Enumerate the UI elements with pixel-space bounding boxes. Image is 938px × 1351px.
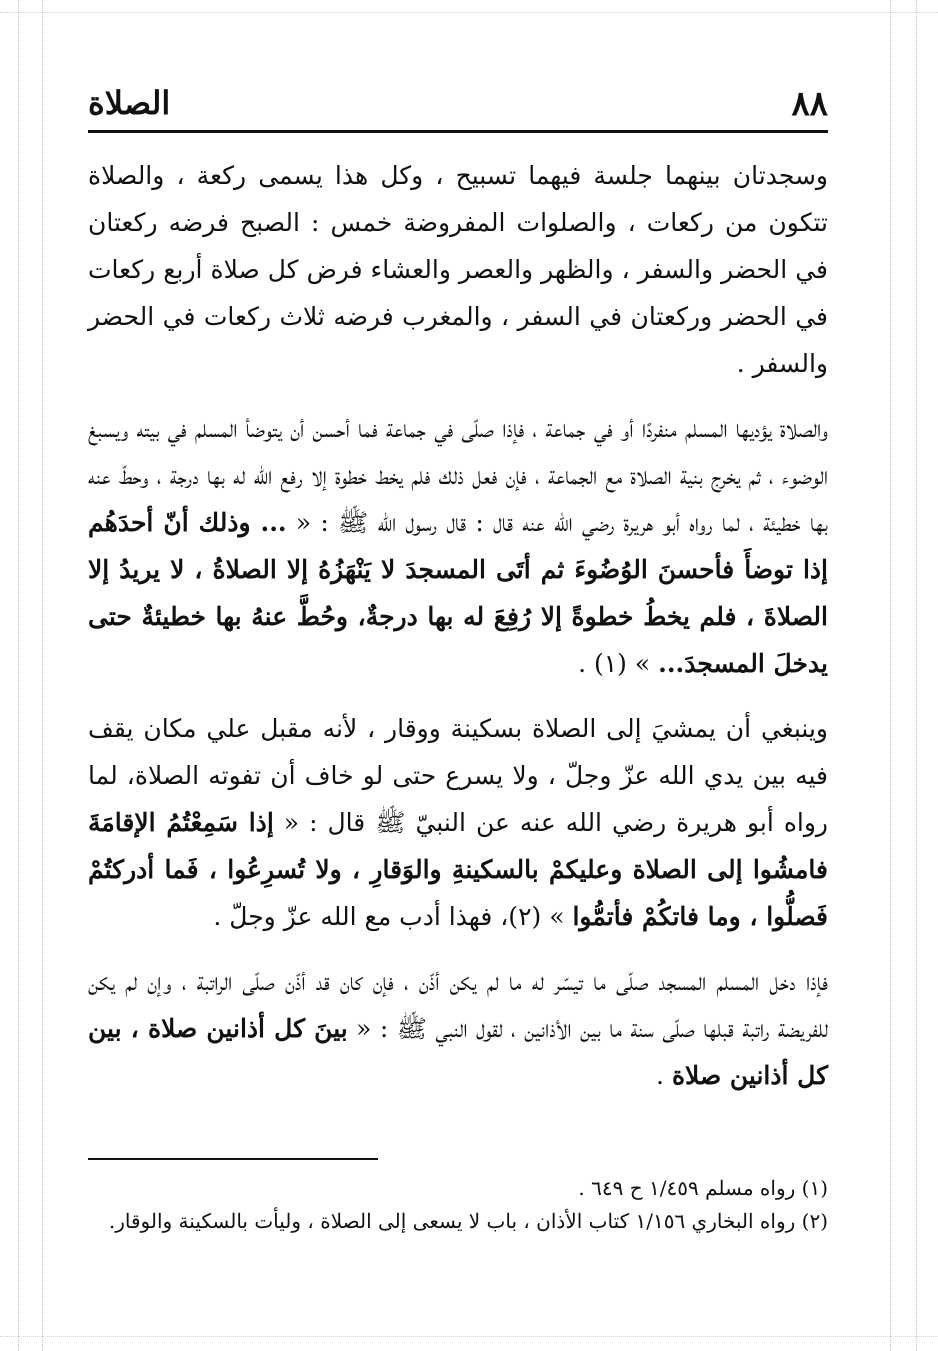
margin-dots <box>890 0 891 1351</box>
footnote: (٢) رواه البخاري ١/١٥٦ كتاب الأذان ، باب لا يسعى إلى الصلاة ، وليأت بالسكينة والوقار. <box>108 1209 828 1233</box>
margin-dots <box>916 0 917 1351</box>
paragraph: فإذا دخل المسلم المسجد صلّى ما تيسّر له ما لم يكن أذّن ، فإن كان قد أذّن صلّى الراتبة ، وإن لم يكن للفريضة راتبة قبلها صلّى سنة ما بين الأذانين ، لقول النبي ﷺ : « بينَ كل أذانين صلاة ، بين كل أذانين صلاة . <box>88 967 828 1090</box>
hadith-text: إذا سَمِعْتُمُ الإقامَةَ فامشُوا إلى الصلاة وعليكمْ بالسكينةِ والوَقارِ ، ولا تُسرِعُوا ، فَما أدركتُمْ فَصلُّوا ، وما فاتكُمْ فأتمُّوا <box>88 808 828 931</box>
hadith-text: ... وذلك أنّ أحدَهُم إذا توضأَ فأحسنَ الوُضُوءَ ثم أتَى المسجدَ لا يَنْهَزُهُ إلا الصلاةُ ، لا يريدُ إلا الصلاةَ ، فلم يخطُ خطوةً إلا رُفِعَ له بها درجةٌ، وحُطَّ عنهُ بها خطيئةٌ حتى يدخلَ المسجدَ... <box>88 508 828 678</box>
body-text <box>88 152 828 1117</box>
margin-dots <box>0 1336 938 1337</box>
footnote: (١) رواه مسلم ١/٤٥٩ ح ٦٤٩ . <box>578 1176 828 1200</box>
margin-dots <box>0 12 938 13</box>
page-header <box>88 78 828 130</box>
chapter-title: الصلاة <box>88 84 171 122</box>
book-page <box>88 78 828 1298</box>
paragraph: والصلاة يؤديها المسلم منفردًا أو في جماعة ، فإذا صلّى في جماعة فما أحسن أن يتوضأ المسلم في بيته ويسبغ الوضوء ، ثم يخرج بنية الصلاة مع الجماعة ، فإن فعل ذلك فلم يخط خطوة إلا رفع الله له بها درجة ، وحطّ عنه بها خطيئة ، لما رواه أبو هريرة رضي الله عنه قال : قال رسول الله ﷺ : « ... وذلك أنّ أحدَهُم إذا توضأَ فأحسنَ الوُضُوءَ ثم أتَى المسجدَ لا يَنْهَزُهُ إلا الصلاةُ ، لا يريدُ إلا الصلاةَ ، فلم يخطُ خطوةً إلا رُفِعَ له بها درجةٌ، وحُطَّ عنهُ بها خطيئةٌ حتى يدخلَ المسجدَ... » (١) . <box>88 414 828 678</box>
margin-dots <box>18 0 19 1351</box>
header-rule <box>88 130 828 133</box>
margin-dots <box>42 0 43 1351</box>
footnote-rule <box>88 1158 378 1160</box>
paragraph: وينبغي أن يمشيَ إلى الصلاة بسكينة ووقار ، لأنه مقبل علي مكان يقف فيه بين يدي الله عزّ وجلّ ، ولا يسرع حتى لو خاف أن تفوته الصلاة، لما رواه أبو هريرة رضي الله عنه عن النبيّ ﷺ قال : « إذا سَمِعْتُمُ الإقامَةَ فامشُوا إلى الصلاة وعليكمْ بالسكينةِ والوَقارِ ، ولا تُسرِعُوا ، فَما أدركتُمْ فَصلُّوا ، وما فاتكُمْ فأتمُّوا » (٢)، فهذا أدب مع الله عزّ وجلّ . <box>88 714 829 931</box>
footnotes <box>88 1172 828 1238</box>
paragraph: وسجدتان بينهما جلسة فيهما تسبيح ، وكل هذا يسمى ركعة ، والصلاة تتكون من ركعات ، والصلوات المفروضة خمس : الصبح فرضه ركعتان في الحضر والسفر ، والظهر والعصر والعشاء فرض كل صلاة أربع ركعات في الحضر وركعتان في السفر ، والمغرب فرضه ثلاث ركعات في الحضر والسفر . <box>88 161 828 378</box>
hadith-text: بينَ كل أذانين صلاة ، بين كل أذانين صلاة <box>88 1014 828 1090</box>
page-number: ٨٨ <box>791 84 828 124</box>
